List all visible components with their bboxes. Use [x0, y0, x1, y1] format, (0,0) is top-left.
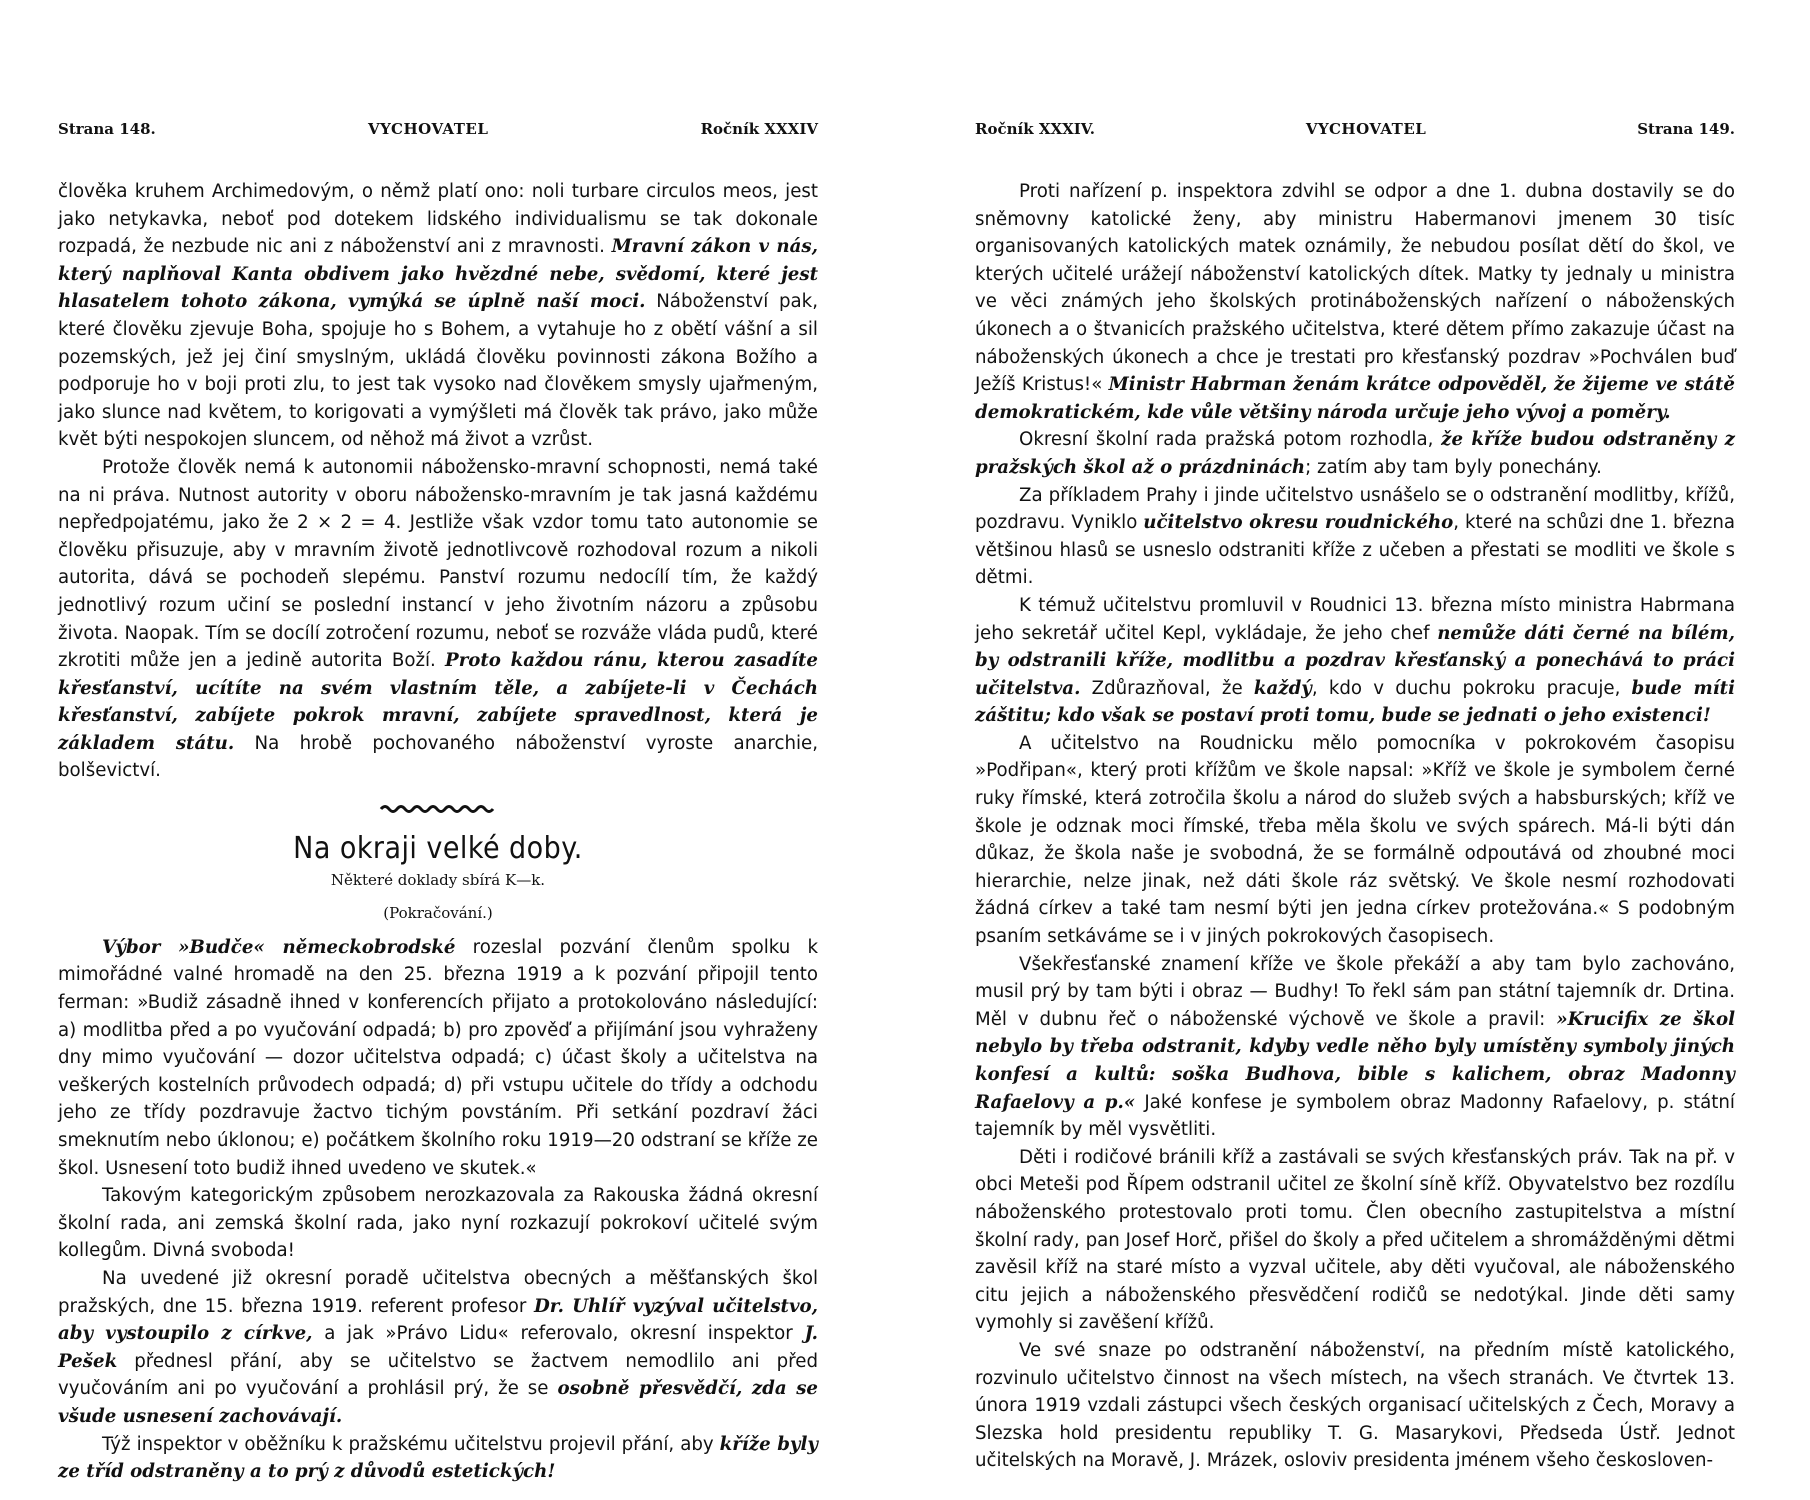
- emphasized-text: že kříže budou odstraněny z pražských škol až o prázdninách: [975, 429, 1735, 478]
- emphasized-text: kříže byly ze tříd odstraněny a to prý z důvodů estetických!: [58, 1433, 818, 1483]
- text-run: A učitelstvo na Roudnicku mělo pomocníka v pokrokovém časopisu »Podřipan«, který proti křížům ve škole napsal: »Kříž ve škole je symbolem černé ruky římské, která zotročila školu a národ do služeb svých a habsburských; kříž ve škole je odznak moci římské, třeba měla školu ve svých spárech. Má-li býti dán důkaz, že škola naše je svobodná, že se formálně odpoutává od zhoubné moci hierarchie, nelze jinak, než dáti škole ráz světský. Ve škole nesmí rozhodovati žádná církev a také tam nesmí býti jen jedna církev protežována.« S podobným psaním setkáváme se i v jiných pokrokových časopisech.: [975, 732, 1735, 948]
- text-run: a jak »Právo Lidu« referovalo, okresní inspektor: [312, 1323, 805, 1345]
- continuation-note: (Pokračování.): [383, 904, 493, 923]
- text-run: Jaké konfese je symbolem obraz Madonny Rafaelovy, p. státní tajemník by měl vysvětliti.: [975, 1091, 1735, 1141]
- text-run: Protože člověk nemá k autonomii nábožensko-mravní schopnosti, nemá také na ni práva. Nutnost autority v oboru nábožensko-mravním je tak jasná každému nepředpojatému, jako že 2 × 2 = 4. Jestliže však vzdor tomu tato autonomie se člověku přisuzuje, aby v mravním životě jednotlivcově rozhodoval rozum a nikoli autorita, dává se pochodeň slepému. Panství rozumu nedocílí tím, že každý jednotlivý rozum učiní se poslední instancí v jeho životním názoru a způsobu života. Naopak. Tím se docílí zotročení rozumu, neboť se rozváže vláda pudů, které zkrotiti může jen a jedině autorita Boží.: [58, 456, 818, 672]
- text-run: , které na schůzi dne 1. března většinou hlasů se usneslo odstraniti kříže z učeben a přestati se modliti ve škole s dětmi.: [975, 512, 1735, 589]
- paragraph: [58, 1265, 818, 1431]
- emphasized-text: osobně přesvědčí, zda se všude usnesení zachovávají.: [58, 1378, 819, 1427]
- emphasized-text: Dr. Uhlíř vyzýval učitelstvo, aby vystoupilo z církve,: [58, 1295, 818, 1345]
- paragraph: [975, 730, 1735, 951]
- text-run: Ve své snaze po odstranění náboženství, na předním místě katolického, rozvinulo učitelstvo činnost na všech místech, na všech stranách. Ve čtvrtek 13. února 1919 vzdali zástupci všech českých organisací učitelských z Čech, Moravy a Slezska hold presidentu republiky T. G. Masarykovi, Předseda Ústř. Jednot učitelských na Moravě, J. Mrázek, osloviv presidenta jménem všeho českosloven-: [975, 1339, 1735, 1472]
- emphasized-text: Výbor »Budče« německobrodské: [102, 936, 456, 958]
- left-page: [58, 120, 818, 1486]
- left-volume: Ročník XXXIV: [700, 120, 818, 138]
- text-run: Všekřesťanské znamení kříže ve škole překáží a aby tam bylo zachováno, musil prý by tam býti i obraz — Budhy! To řekl sám pan státní tajemník dr. Drtina. Měl v dubnu řeč o náboženské výchově ve škole a pravil:: [975, 953, 1735, 1030]
- left-running-head: [58, 120, 818, 150]
- paragraph: [58, 1431, 818, 1486]
- paragraph: [975, 482, 1735, 592]
- right-volume: Ročník XXXIV.: [975, 120, 1095, 138]
- emphasized-text: Proto každou ránu, kterou zasadíte křesťanství, ucítíte na svém vlastním těle, a zabíjete-li v Čechách křesťanství, zabíjete pokrok mravní, zabíjete spravedlnost, která je základem státu.: [58, 650, 818, 754]
- paragraph: [58, 934, 818, 1182]
- left-page-number: Strana 148.: [58, 120, 156, 138]
- emphasized-text: Ministr Habrman ženám krátce odpověděl, že žijeme ve státě demokratickém, kde vůle většiny národa určuje jeho vývoj a poměry.: [975, 374, 1735, 423]
- text-run: , kdo v duchu pokroku pracuje,: [1311, 677, 1632, 699]
- right-body: [975, 178, 1735, 1475]
- text-run: rozeslal pozvání členům spolku k mimořádné valné hromadě na den 25. března 1919 a k pozvání připojil tento ferman: »Budiž zásadně ihned v konferencích přijato a protokolováno následující: a) modlitba před a po vyučování odpadá; b) pro zpověď a přijímání jsou vyhraženy dny mimo vyučování — dozor učitelstva odpadá; c) účast školy a učitelstva na veškerých kostelních průvodech odpadá; d) při vstupu učitele do třídy a odchodu jeho ze třídy pozdravuje žactvo tichým povstáním. Při setkání pozdraví žáci smeknutím nebo úklonou; e) počátkem školního roku 1919—20 odstraní se kříže ze škol. Usnesení toto budiž ihned uvedeno ve skutek.«: [58, 936, 818, 1179]
- text-run: Na uvedené již okresní poradě učitelstva obecných a měšťanských škol pražských, dne 15. března 1919. referent profesor: [58, 1267, 818, 1317]
- emphasized-text: učitelstvo okresu roudnického: [1143, 512, 1454, 534]
- emphasized-text: »Krucifix ze škol nebylo by třeba odstranit, kdyby vedle něho byly umístěny symboly jiných konfesí a kultů: soška Budhova, bible s kalichem, obraz Madonny Rafaelovy a p.«: [975, 1008, 1735, 1113]
- paragraph: [975, 1144, 1735, 1337]
- text-run: přednesl přání, aby se učitelstvo se žactvem nemodlilo ani před vyučováním ani po vyučování a prohlásil prý, že se: [58, 1350, 818, 1400]
- right-journal-title: VYCHOVATEL: [1305, 120, 1427, 138]
- paragraph: [975, 426, 1735, 481]
- section-subtitle: Některé doklady sbírá K—k.: [330, 870, 546, 889]
- text-run: Proti nařízení p. inspektora zdvihl se odpor a dne 1. dubna dostavily se do sněmovny katolické ženy, aby ministru Habermanovi jmenem 30 tisíc organisovaných katolických matek oznámily, že nebudou posílat dětí do škol, ve kterých učitelé urážejí náboženství katolických dítek. Matky ty jednaly u ministra ve věci známých jeho školských protináboženských nařízení o náboženských úkonech a o štvanicích pražského učitelstva, které dětem přímo zakazuje účast na náboženských úkonech a chce je trestati pro křesťanský pozdrav »Pochválen buď Ježíš Kristus!«: [975, 181, 1735, 396]
- ornament-divider: [379, 803, 497, 815]
- text-run: Za příkladem Prahy i jinde učitelstvo usnášelo se o odstranění modlitby, křížů, pozdravu. Vyniklo: [975, 484, 1735, 534]
- paragraph: [975, 178, 1735, 426]
- emphasized-text: bude míti záštitu; kdo však se postaví proti tomu, bude se jednati o jeho existenci!: [975, 677, 1735, 727]
- text-run: Děti i rodičové bránili kříž a zastávali se svých křesťanských práv. Tak na př. v obci Meteši pod Řípem odstranil učitel ze školní síně kříž. Obyvatelstvo bez rozdílu náboženského protestovalo proti tomu. Člen obecního zastupitelstva a místní školní rady, pan Josef Horč, přišel do školy a před učitelem a shromážděnými dětmi zavěsil kříž na staré místo a vyzval učitele, aby děti vyučoval, ale náboženského citu jejich a náboženského přesvědčení rodičů se nedotýkal. Jinde děti samy vymohly si zavěšení křížů.: [975, 1146, 1735, 1334]
- right-page: [975, 120, 1735, 1475]
- paragraph: [58, 454, 818, 785]
- emphasized-text: nemůže dáti černé na bílém, by odstranili kříže, modlitbu a pozdrav křesťanský a ponechává to práci učitelstva.: [975, 622, 1735, 699]
- emphasized-text: J. Pešek: [58, 1323, 818, 1372]
- section-title: Na okraji velké doby.: [293, 831, 583, 867]
- paragraph: [975, 592, 1735, 730]
- text-run: Týž inspektor v oběžníku k pražskému učitelstvu projevil přání, aby: [102, 1433, 720, 1455]
- text-run: Na hrobě pochovaného náboženství vyroste anarchie, bolševictví.: [58, 732, 818, 782]
- text-run: Zdůrazňoval, že: [1080, 677, 1254, 699]
- emphasized-text: Mravní zákon v nás, který naplňoval Kanta obdivem jako hvězdné nebe, svědomí, které jest hlasatelem tohoto zákona, vymýká se úplně naší moci.: [58, 236, 818, 313]
- right-running-head: [975, 120, 1735, 150]
- text-run: Okresní školní rada pražská potom rozhodla,: [1019, 429, 1442, 451]
- paragraph: [58, 1182, 818, 1265]
- paragraph: [975, 951, 1735, 1144]
- paragraph: [975, 1337, 1735, 1475]
- text-run: K témuž učitelstvu promluvil v Roudnici 13. března místo ministra Habrmana jeho sekretář učitel Kepl, vykládaje, že jeho chef: [975, 594, 1735, 644]
- left-body: [58, 178, 818, 1486]
- paragraph: [58, 178, 818, 454]
- text-run: Takovým kategorickým způsobem nerozkazovala za Rakouska žádná okresní školní rada, ani zemská školní rada, jako nyní rozkazují pokrokoví učitelé svým kollegům. Divná svoboda!: [58, 1185, 818, 1262]
- text-run: Náboženství pak, které člověku zjevuje Boha, spojuje ho s Bohem, a vytahuje ho z obětí vášní a sil pozemských, jež jej činí smyslným, ukládá člověku povinnosti zákona Božího a podporuje ho v boji proti zlu, to jest tak vysoko nad člověkem smysly ujařmeným, jako slunce nad květem, to korigovati a vymýšleti má člověk tak právo, jako může květ býti nespokojen sluncem, od něhož má život a vzrůst.: [58, 291, 818, 451]
- right-page-number: Strana 149.: [1637, 120, 1735, 138]
- left-journal-title: VYCHOVATEL: [367, 120, 489, 138]
- text-run: ; zatím aby tam byly ponechány.: [1305, 456, 1602, 478]
- text-run: člověka kruhem Archimedovým, o němž platí ono: noli turbare circulos meos, jest jako netykavka, neboť pod dotekem lidského individualismu se tak dokonale rozpadá, že nezbude nic ani z náboženství ani z mravnosti.: [58, 181, 818, 258]
- emphasized-text: každý: [1253, 677, 1312, 699]
